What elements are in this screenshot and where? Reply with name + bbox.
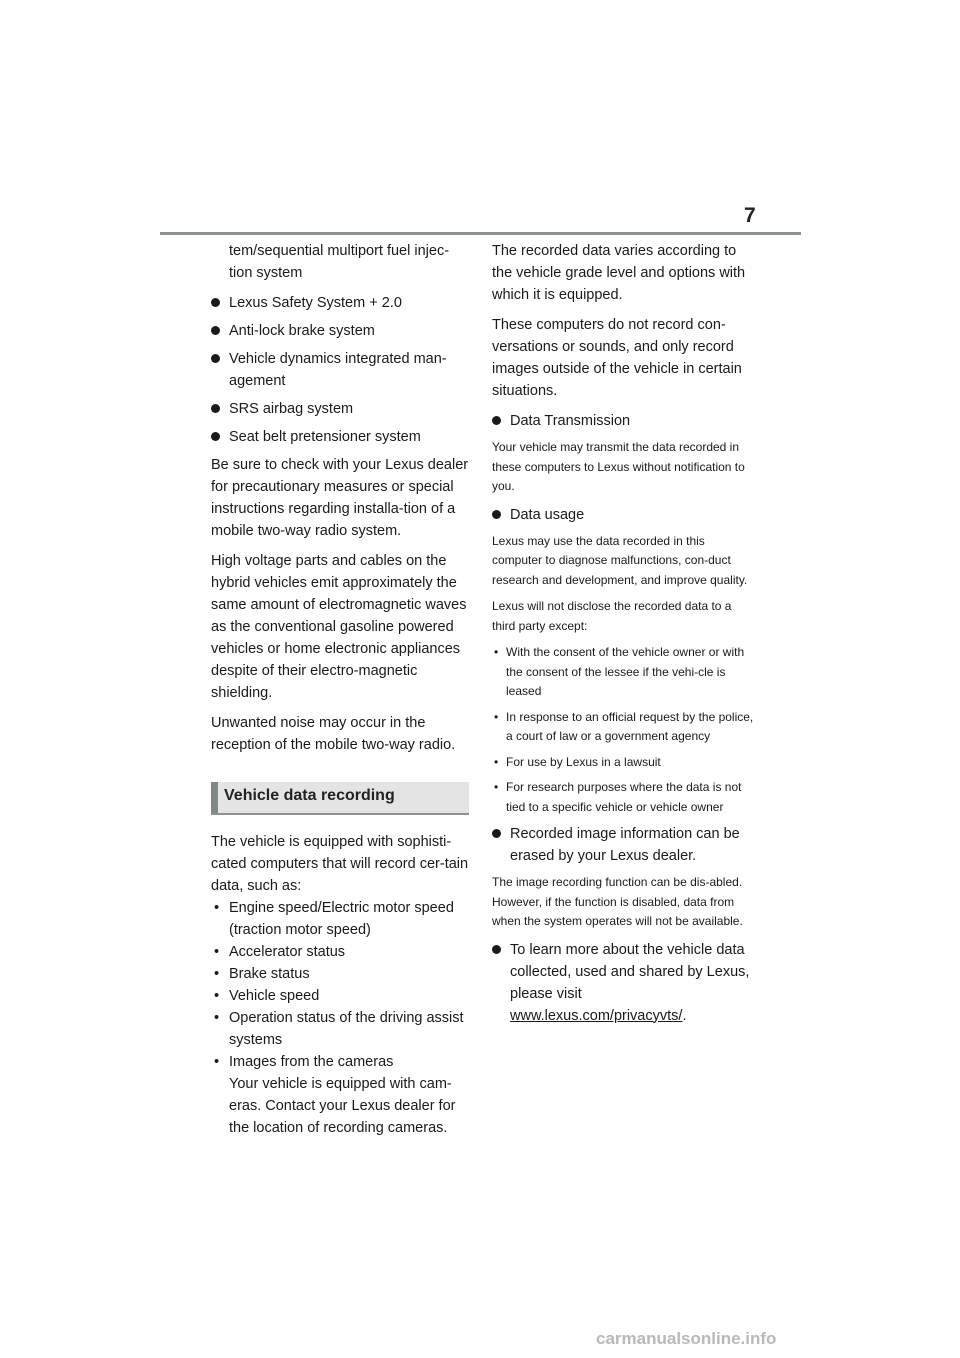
bullet-dot-icon bbox=[492, 510, 501, 519]
paragraph-high-voltage: High voltage parts and cables on the hybrid vehicles emit approximately the same amount of electromagnetic waves as the conventional gasoline powered vehicles or home electronic appliances despite of their electro-magnetic shielding. bbox=[211, 553, 467, 701]
bullet-dot-icon bbox=[211, 354, 220, 363]
bullet-item: Seat belt pretensioner system bbox=[211, 426, 473, 448]
bullet-dot-icon bbox=[211, 404, 220, 413]
bullet-item: Lexus Safety System + 2.0 bbox=[211, 292, 473, 314]
continued-line-1: tem/sequential multiport fuel injec- bbox=[229, 243, 450, 259]
bullet-item: Anti-lock brake system bbox=[211, 320, 473, 342]
header-rule bbox=[160, 232, 801, 235]
left-column bbox=[211, 240, 473, 1147]
list-item: • Vehicle speed bbox=[214, 988, 320, 1004]
privacy-link[interactable]: www.lexus.com/privacyvts/ bbox=[510, 1007, 683, 1024]
exception-item: • For research purposes where the data is not tied to a specific vehicle or vehicle owner bbox=[494, 780, 742, 814]
list-item: • Accelerator status bbox=[214, 944, 346, 960]
bullet-dot-icon bbox=[492, 945, 501, 954]
watermark: carmanualsonline.info bbox=[596, 1329, 777, 1348]
bullet-dot-icon bbox=[492, 829, 501, 838]
paragraph-noise: Unwanted noise may occur in the reception of the mobile two-way radio. bbox=[211, 715, 456, 753]
section-heading bbox=[211, 782, 469, 815]
continued-line-2: tion system bbox=[229, 265, 303, 281]
list-item: • Operation status of the driving assist systems bbox=[214, 1010, 464, 1048]
text-disclose: Lexus will not disclose the recorded data to a third party except: bbox=[492, 599, 732, 633]
list-item: • Brake status bbox=[214, 966, 310, 982]
page-number: 7 bbox=[744, 204, 756, 227]
cameras-note: Your vehicle is equipped with cam-eras. Contact your Lexus dealer for the location of recording cameras. bbox=[229, 1076, 456, 1136]
list-item: • Images from the cameras bbox=[214, 1054, 394, 1070]
bullet-dot-icon bbox=[492, 416, 501, 425]
paragraph-record-intro: The vehicle is equipped with sophisti-cated computers that will record cer-tain data, such as: bbox=[211, 834, 469, 894]
list-item: • Engine speed/Electric motor speed (traction motor speed) bbox=[214, 900, 454, 938]
bullet-item: SRS airbag system bbox=[211, 398, 473, 420]
paragraph-no-record: These computers do not record con-versations or sounds, and only record images outside of the vehicle in certain situations. bbox=[492, 317, 742, 399]
bullet-dot-icon bbox=[211, 298, 220, 307]
heading-data-transmission: Data Transmission bbox=[492, 410, 754, 432]
paragraph-dealer: Be sure to check with your Lexus dealer for precautionary measures or special instructions regarding installa-tion of a mobile two-way radio system. bbox=[211, 457, 469, 539]
recorded-data-list bbox=[211, 897, 473, 1139]
bullet-dot-icon bbox=[211, 326, 220, 335]
heading-data-usage: Data usage bbox=[492, 504, 754, 526]
text-data-usage: Lexus may use the data recorded in this computer to diagnose malfunctions, con-duct research and development, and improve quality. bbox=[492, 533, 748, 587]
exception-item: • For use by Lexus in a lawsuit bbox=[494, 754, 661, 769]
section-title: Vehicle data recording bbox=[224, 787, 395, 804]
heading-bar bbox=[211, 782, 218, 813]
right-column bbox=[492, 240, 754, 1033]
bullet-item: Vehicle dynamics integrated man-agement bbox=[211, 348, 473, 392]
link-suffix: . bbox=[682, 1007, 687, 1024]
bullet-dot-icon bbox=[211, 432, 220, 441]
exception-item: • In response to an official request by the police, a court of law or a government agency bbox=[494, 709, 754, 743]
heading-learn-more: To learn more about the vehicle data collected, used and shared by Lexus, please visit www.lexus.com/privacyvts/. bbox=[492, 939, 754, 1027]
text-data-transmission: Your vehicle may transmit the data recorded in these computers to Lexus without notification to you. bbox=[492, 440, 745, 493]
exception-item: • With the consent of the vehicle owner or with the consent of the lessee if the vehi-cle is leased bbox=[494, 645, 745, 698]
paragraph-varies: The recorded data varies according to the vehicle grade level and options with which it is equipped. bbox=[492, 243, 746, 303]
heading-erase: Recorded image information can be erased by your Lexus dealer. bbox=[492, 823, 754, 867]
text-erase: The image recording function can be dis-abled. However, if the function is disabled, data from when the system operates will not be available. bbox=[492, 875, 743, 928]
